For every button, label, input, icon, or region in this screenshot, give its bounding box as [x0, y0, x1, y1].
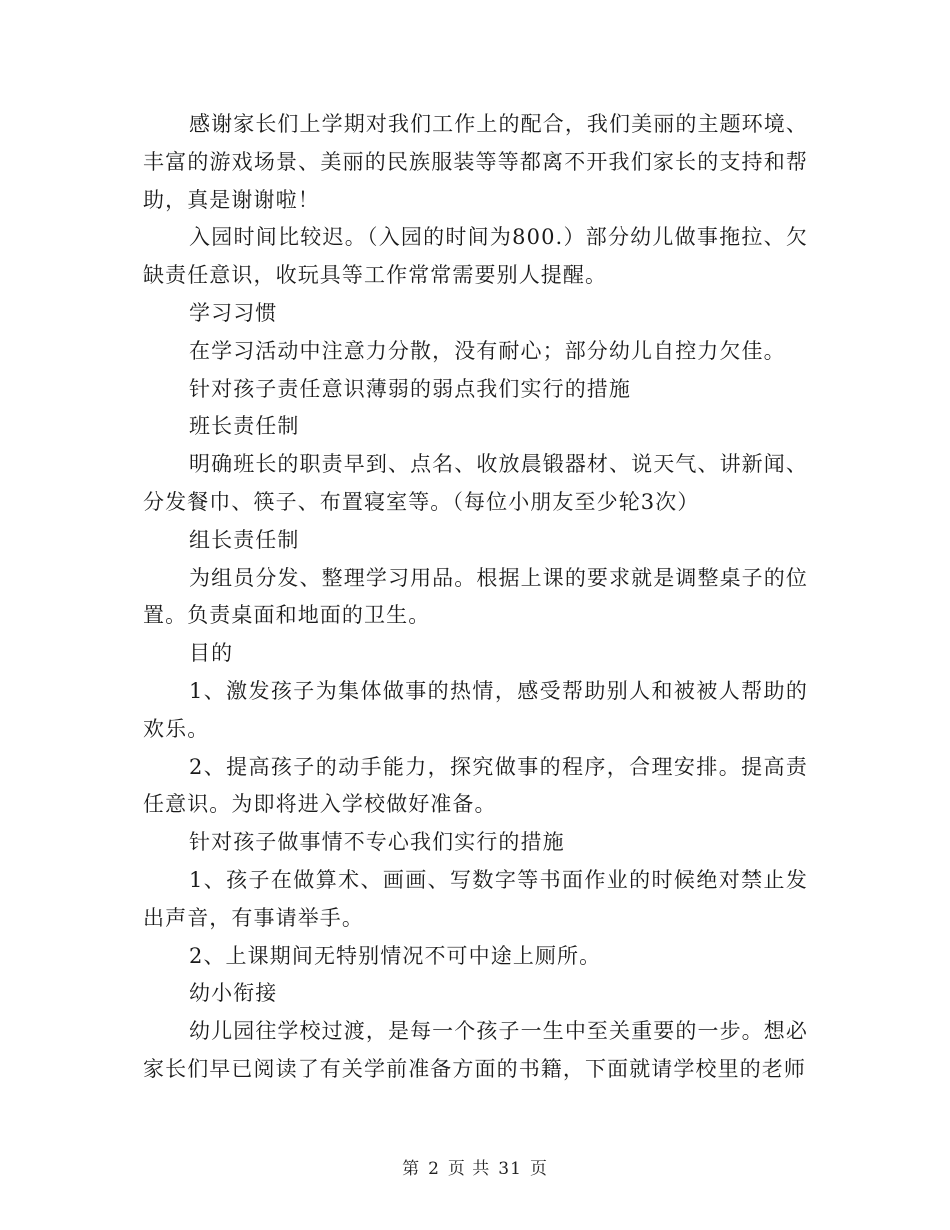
footer-middle: 页 共: [447, 1159, 491, 1179]
paragraph-attention: 在学习活动中注意力分散，没有耐心；部分幼儿自控力欠佳。: [189, 338, 786, 363]
footer-total-pages: 31: [498, 1159, 522, 1179]
purpose-item-2: 2、提高孩子的动手能力，探究做事的程序，合理安排。提高责任意识。为即将进入学校做好准备。: [143, 754, 808, 817]
paragraph-arrival-time: 入园时间比较迟。（入园的时间为800.）部分幼儿做事拖拉、欠缺责任意识，收玩具等工作常常需要别人提醒。: [143, 225, 808, 288]
page-footer: [0, 1154, 950, 1179]
focus-item-1: 1、孩子在做算术、画画、写数字等书面作业的时候绝对禁止发出声音，有事请举手。: [143, 867, 808, 930]
heading-focus-measures: 针对孩子做事情不专心我们实行的措施: [189, 830, 565, 855]
paragraph-thanks: 感谢家长们上学期对我们工作上的配合，我们美丽的主题环境、丰富的游戏场景、美丽的民族服装等等都离不开我们家长的支持和帮助，真是谢谢啦！: [143, 112, 808, 212]
footer-page-number: 2: [428, 1159, 440, 1179]
document-body: [143, 106, 808, 1089]
heading-purpose: 目的: [189, 641, 234, 666]
paragraph-transition: 幼儿园往学校过渡，是每一个孩子一生中至关重要的一步。想必家长们早已阅读了有关学前准备方面的书籍，下面就请学校里的老师: [143, 1019, 808, 1081]
heading-study-habits: 学习习惯: [189, 300, 278, 325]
paragraph-group-leader-duties: 为组员分发、整理学习用品。根据上课的要求就是调整桌子的位置。负责桌面和地面的卫生。: [143, 565, 808, 628]
heading-responsibility-measures: 针对孩子责任意识薄弱的弱点我们实行的措施: [189, 376, 631, 401]
footer-prefix: 第: [402, 1159, 421, 1179]
purpose-item-1: 1、激发孩子为集体做事的热情，感受帮助别人和被被人帮助的欢乐。: [143, 678, 808, 741]
heading-transition: 幼小衔接: [189, 981, 278, 1006]
heading-monitor-system: 班长责任制: [189, 414, 300, 439]
focus-item-2: 2、上课期间无特别情况不可中途上厕所。: [189, 943, 602, 968]
heading-group-leader-system: 组长责任制: [189, 527, 300, 552]
footer-suffix: 页: [529, 1159, 548, 1179]
paragraph-monitor-duties: 明确班长的职责早到、点名、收放晨锻器材、说天气、讲新闻、分发餐巾、筷子、布置寝室等。（每位小朋友至少轮3次）: [143, 452, 808, 514]
